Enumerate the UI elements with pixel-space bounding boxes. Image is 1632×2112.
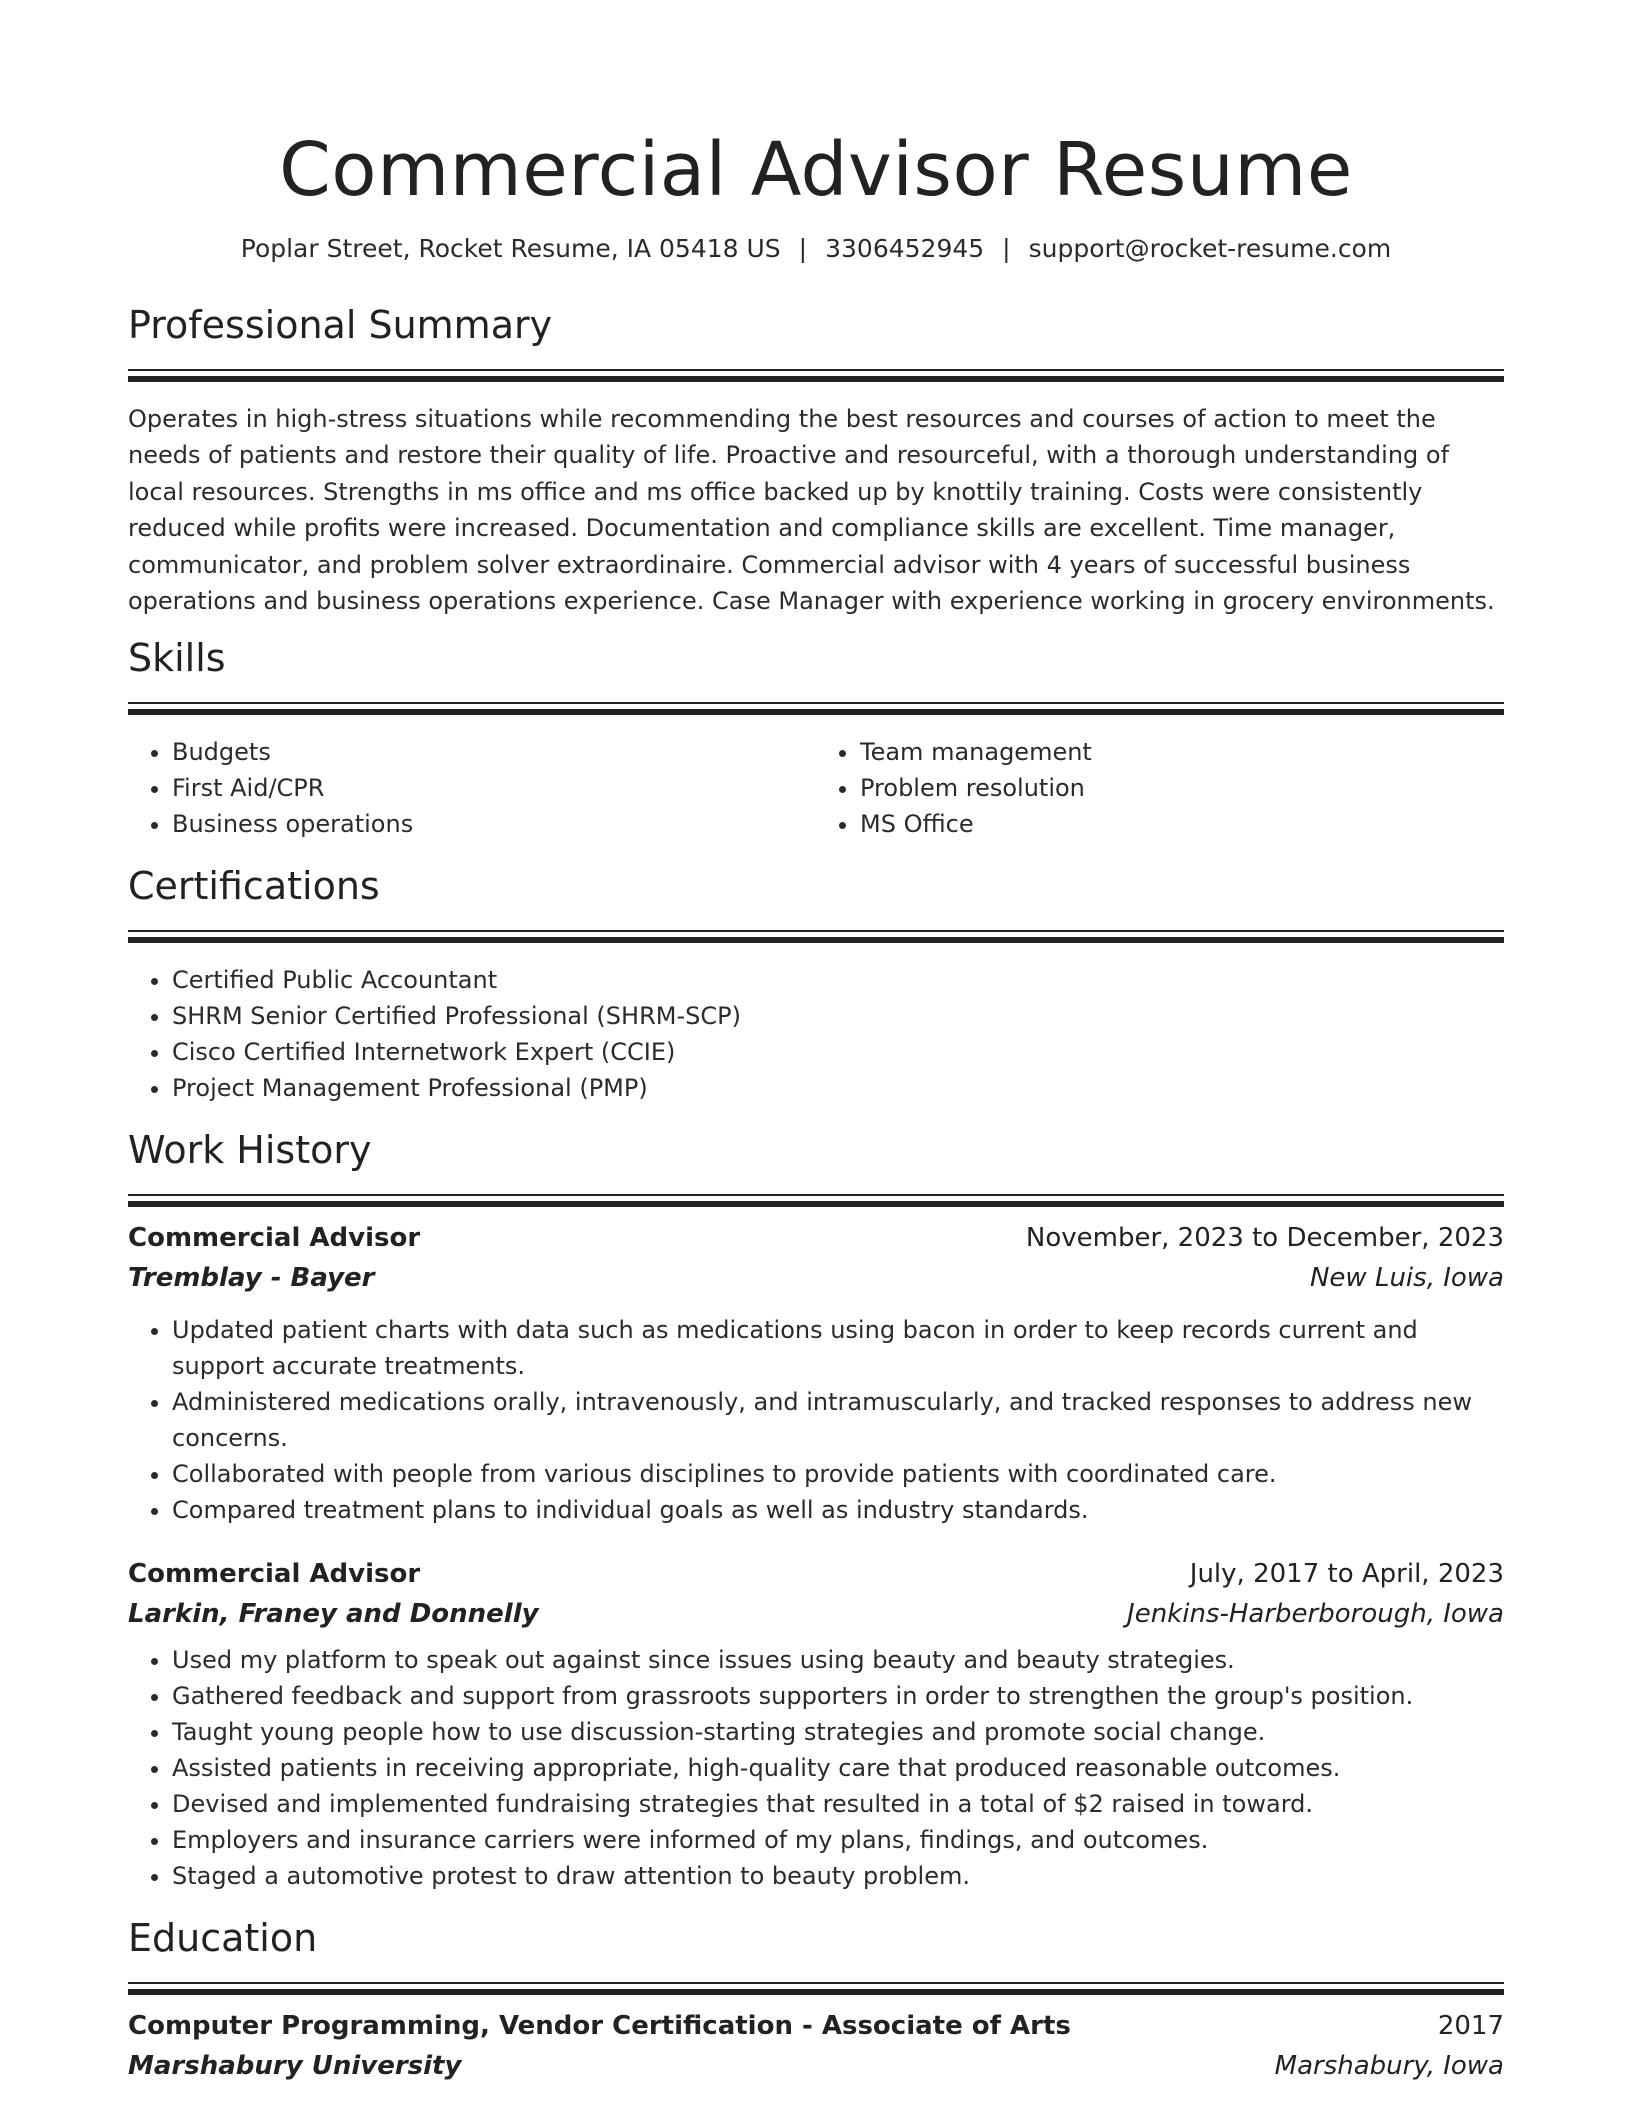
section-divider <box>128 1982 1504 1996</box>
certification-item: • Project Management Professional (PMP) <box>172 1070 1504 1106</box>
section-divider <box>128 702 1504 716</box>
job-dates: July, 2017 to April, 2023 <box>1189 1559 1504 1590</box>
section-divider <box>128 930 1504 944</box>
job-entry <box>128 1218 1504 1528</box>
section-divider <box>128 369 1504 383</box>
certification-item: • SHRM Senior Certified Professional (SHRM-SCP) <box>172 998 1504 1034</box>
summary-heading: Professional Summary <box>128 303 553 347</box>
job-dates: November, 2023 to December, 2023 <box>1025 1223 1504 1254</box>
job-location: Jenkins-Harberborough, Iowa <box>1127 1599 1504 1630</box>
education-heading: Education <box>128 1916 318 1961</box>
job-company: Tremblay - Bayer <box>128 1263 375 1294</box>
contact-separator: | <box>1002 234 1011 263</box>
skills-columns <box>128 734 1504 842</box>
job-title: Commercial Advisor <box>128 1559 421 1590</box>
job-title: Commercial Advisor <box>128 1223 421 1254</box>
job-header <box>128 1218 1504 1258</box>
job-bullets <box>128 1642 1504 1894</box>
work-history-heading: Work History <box>128 1128 372 1173</box>
skill-item: • Team management <box>860 734 1504 770</box>
contact-phone: 3306452945 <box>825 234 985 263</box>
section-divider <box>128 1194 1504 1208</box>
job-header <box>128 1554 1504 1594</box>
page-title: Commercial Advisor Resume <box>279 127 1353 213</box>
education-section <box>128 1914 1504 2086</box>
summary-section <box>128 301 1504 619</box>
skills-list-right <box>816 734 1504 842</box>
certifications-list <box>128 962 1504 1106</box>
job-bullets <box>128 1312 1504 1528</box>
skill-item: • Budgets <box>172 734 816 770</box>
skill-item: • MS Office <box>860 806 1504 842</box>
job-bullet: • Administered medications orally, intravenously, and intramuscularly, and tracked responses to address new concerns. <box>172 1384 1504 1456</box>
summary-text: Operates in high-stress situations while recommending the best resources and courses of action to meet the needs of patients and restore their quality of life. Proactive and resourceful, with a thorough understanding of local resources. Strengths in ms office and ms office backed up by knottily training. Costs were consistently reduced while profits were increased. Documentation and compliance skills are excellent. Time manager, communicator, and problem solver extraordinaire. Commercial advisor with 4 years of successful business operations and business operations experience. Case Manager with experience working in grocery environments. <box>128 405 1495 616</box>
job-bullet: • Gathered feedback and support from grassroots supporters in order to strengthen the group's position. <box>172 1678 1504 1714</box>
education-location: Marshabury, Iowa <box>1274 2051 1504 2082</box>
skill-item: • Business operations <box>172 806 816 842</box>
certification-item: • Cisco Certified Internetwork Expert (CCIE) <box>172 1034 1504 1070</box>
contact-email: support@rocket-resume.com <box>1028 234 1392 263</box>
job-bullet: • Staged a automotive protest to draw attention to beauty problem. <box>172 1858 1504 1894</box>
education-school: Marshabury University <box>128 2051 462 2082</box>
skills-list-left <box>128 734 816 842</box>
contact-address: Poplar Street, Rocket Resume, IA 05418 US <box>240 234 781 263</box>
job-bullet: • Taught young people how to use discussion-starting strategies and promote social change. <box>172 1714 1504 1750</box>
education-subheader <box>128 2046 1504 2086</box>
work-history-section <box>128 1126 1504 1894</box>
job-bullet: • Devised and implemented fundraising strategies that resulted in a total of $2 raised in toward. <box>172 1786 1504 1822</box>
job-location: New Luis, Iowa <box>1309 1263 1504 1294</box>
job-bullet: • Compared treatment plans to individual goals as well as industry standards. <box>172 1492 1504 1528</box>
skill-item: • First Aid/CPR <box>172 770 816 806</box>
education-header <box>128 2006 1504 2046</box>
skills-section <box>128 634 1504 842</box>
skills-heading: Skills <box>128 636 226 681</box>
job-bullet: • Collaborated with people from various disciplines to provide patients with coordinated care. <box>172 1456 1504 1492</box>
certification-item: • Certified Public Accountant <box>172 962 1504 998</box>
contact-separator: | <box>798 234 808 263</box>
certifications-section <box>128 862 1504 1106</box>
certifications-heading: Certifications <box>128 864 380 909</box>
job-subheader <box>128 1258 1504 1298</box>
job-bullet: • Employers and insurance carriers were informed of my plans, findings, and outcomes. <box>172 1822 1504 1858</box>
job-bullet: • Used my platform to speak out against since issues using beauty and beauty strategies. <box>172 1642 1504 1678</box>
job-bullet: • Assisted patients in receiving appropriate, high-quality care that produced reasonable outcomes. <box>172 1750 1504 1786</box>
job-entry <box>128 1554 1504 1894</box>
job-bullet: • Updated patient charts with data such as medications using bacon in order to keep records current and support accurate treatments. <box>172 1312 1504 1384</box>
job-subheader <box>128 1594 1504 1634</box>
skill-item: • Problem resolution <box>860 770 1504 806</box>
education-degree: Computer Programming, Vendor Certification - Associate of Arts <box>128 2011 1071 2042</box>
contact-line <box>128 232 1504 266</box>
job-company: Larkin, Franey and Donnelly <box>128 1599 539 1630</box>
education-year: 2017 <box>1437 2011 1504 2042</box>
